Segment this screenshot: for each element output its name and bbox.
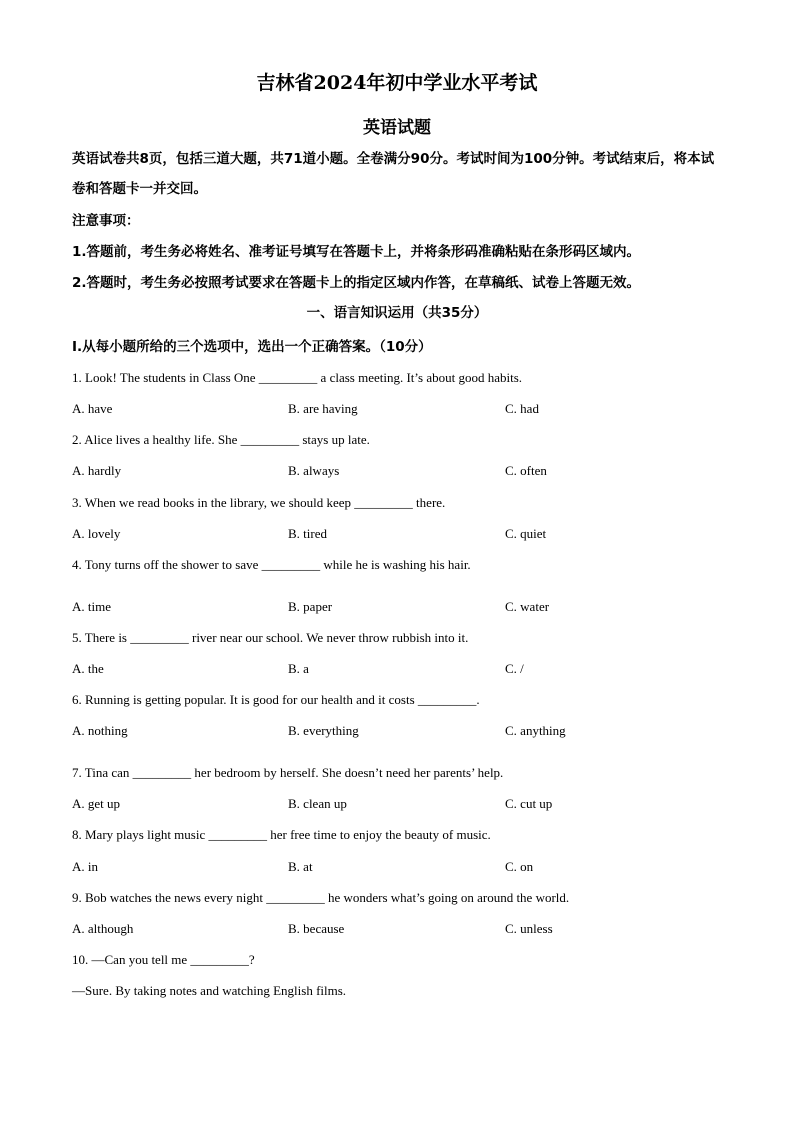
option-a: A. get up	[72, 796, 121, 811]
option-c: C. often	[505, 463, 547, 478]
note-item: 1.答题前，考生务必将姓名、准考证号填写在答题卡上，并将条形码准确粘贴在条形码区域内。	[72, 244, 641, 260]
option-a: A. the	[72, 661, 104, 676]
option-a: A. time	[72, 599, 111, 614]
question-stem: 9. Bob watches the news every night _________ he wonders what’s going on around the world.	[72, 890, 570, 905]
option-c: C. quiet	[505, 526, 547, 541]
option-c: C. cut up	[505, 796, 553, 811]
option-b: B. at	[288, 859, 313, 874]
option-c: C. on	[505, 859, 534, 874]
option-b: B. a	[288, 661, 309, 676]
option-b: B. clean up	[288, 796, 347, 811]
option-a: A. in	[72, 859, 98, 874]
exam-title: 吉林省2024年初中学业水平考试	[256, 72, 538, 94]
question-stem: 1. Look! The students in Class One _________ a class meeting. It’s about good habits.	[72, 370, 523, 385]
option-b: B. because	[288, 921, 345, 936]
option-b: B. are having	[288, 401, 358, 416]
option-a: A. lovely	[72, 526, 121, 541]
part-heading: Ⅰ.从每小题所给的三个选项中，选出一个正确答案。（10分）	[72, 339, 432, 355]
note-item: 2.答题时，考生务必按照考试要求在答题卡上的指定区域内作答，在草稿纸、试卷上答题无效。	[72, 275, 641, 291]
question-stem: 2. Alice lives a healthy life. She _________ stays up late.	[72, 432, 370, 447]
option-b: B. always	[288, 463, 340, 478]
question-stem: 7. Tina can _________ her bedroom by herself. She doesn’t need her parents’ help.	[72, 765, 504, 780]
exam-subtitle: 英语试题	[363, 118, 431, 138]
dialogue-reply: —Sure. By taking notes and watching English films.	[72, 983, 347, 998]
option-b: B. everything	[288, 723, 359, 738]
question-stem: 4. Tony turns off the shower to save _________ while he is washing his hair.	[72, 557, 471, 572]
option-b: B. paper	[288, 599, 333, 614]
question-stem: 6. Running is getting popular. It is good for our health and it costs _________.	[72, 692, 480, 707]
notes-heading: 注意事项：	[72, 213, 140, 229]
option-c: C. unless	[505, 921, 553, 936]
section-heading: 一、语言知识运用（共35分）	[306, 305, 488, 321]
question-stem: 10. —Can you tell me _________?	[72, 952, 255, 967]
option-a: A. hardly	[72, 463, 122, 478]
option-c: C. water	[505, 599, 550, 614]
option-a: A. have	[72, 401, 113, 416]
exam-intro: 英语试卷共8页，包括三道大题，共71道小题。全卷满分90分。考试时间为100分钟。考试结束后，将本试卷和答题卡一并交回。	[72, 151, 715, 197]
option-a: A. although	[72, 921, 134, 936]
option-c: C. had	[505, 401, 539, 416]
option-c: C. anything	[505, 723, 566, 738]
option-b: B. tired	[288, 526, 327, 541]
question-stem: 5. There is _________ river near our school. We never throw rubbish into it.	[72, 630, 469, 645]
question-stem: 3. When we read books in the library, we should keep _________ there.	[72, 495, 446, 510]
question-stem: 8. Mary plays light music _________ her free time to enjoy the beauty of music.	[72, 827, 491, 842]
option-a: A. nothing	[72, 723, 128, 738]
option-c: C. /	[505, 661, 524, 676]
